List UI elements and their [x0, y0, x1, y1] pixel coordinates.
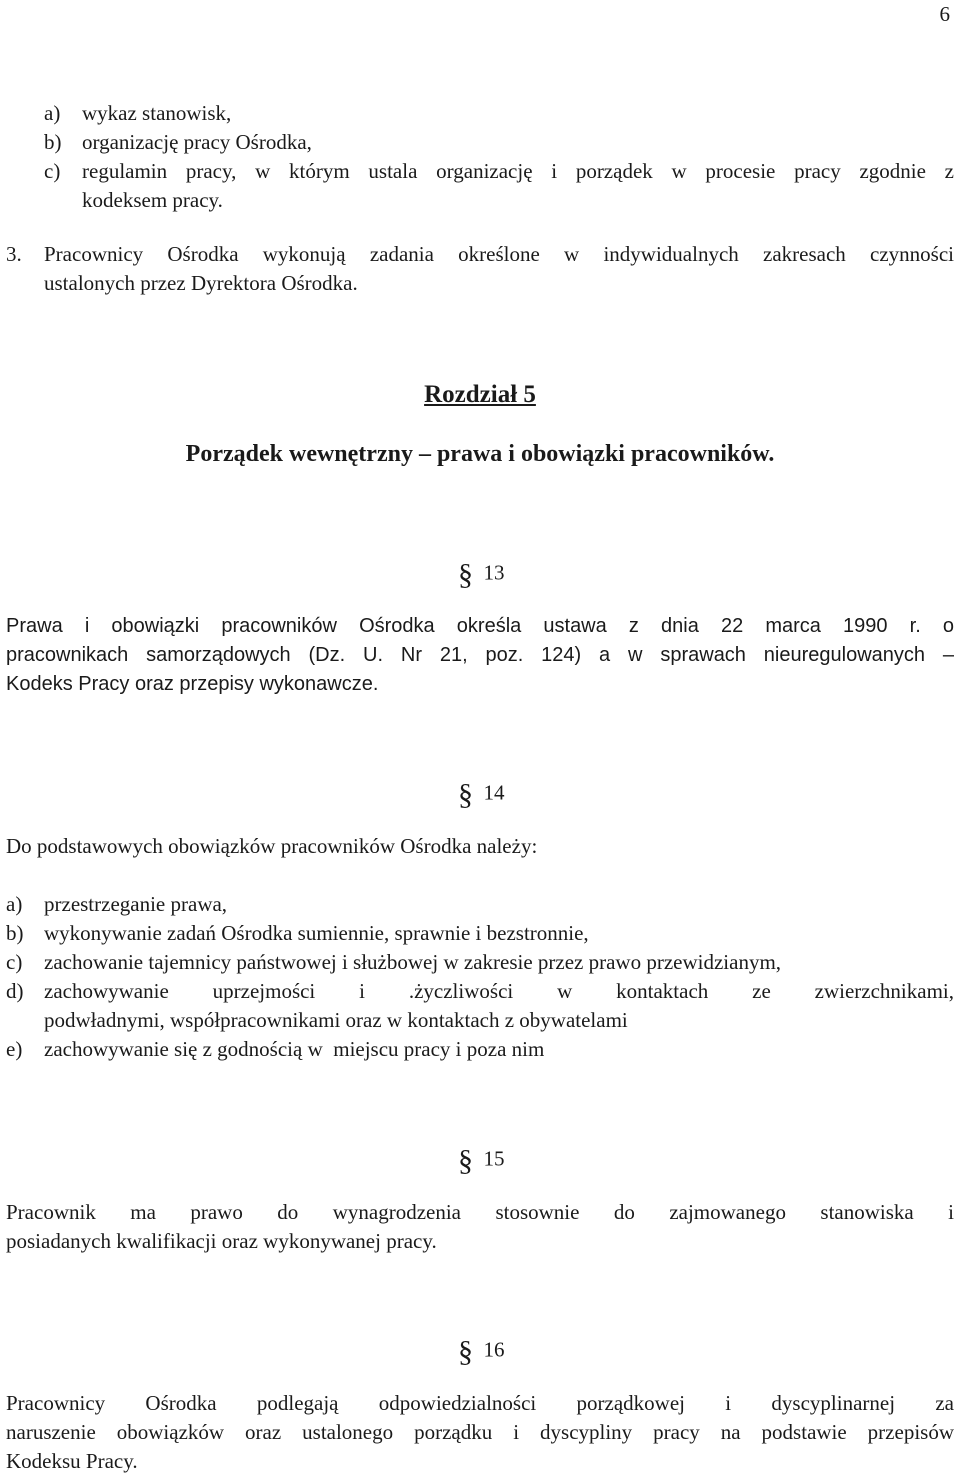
list-item-line: zachowywanie uprzejmości i .życzliwości w kontaktach ze zwierzchnikami,	[44, 979, 954, 1003]
section-number: 16	[483, 1337, 505, 1362]
list-item: zachowywanie się z godnością w miejscu pracy i poza nim	[44, 1037, 545, 1061]
list-marker: a)	[6, 892, 23, 916]
svg-text:§: §	[457, 1335, 473, 1367]
section-number: 15	[483, 1146, 505, 1171]
chapter-heading: Rozdział 5	[424, 381, 536, 408]
point-marker: 3.	[6, 242, 22, 266]
section-16-heading	[0, 1333, 960, 1367]
paragraph-line: pracownikach samorządowych (Dz. U. Nr 21, poz. 124) a w sprawach nieuregulowanych –	[6, 644, 954, 666]
svg-text:§: §	[457, 1144, 473, 1176]
list-marker: d)	[6, 979, 24, 1003]
list-item: przestrzeganie prawa,	[44, 892, 228, 916]
section-sign-icon	[456, 1333, 474, 1367]
list-item: organizację pracy Ośrodka,	[82, 130, 312, 154]
list-item: zachowanie tajemnicy państwowej i służbowej w zakresie przez prawo przewidzianym,	[44, 950, 782, 974]
list-marker: a)	[44, 101, 61, 125]
svg-text:§: §	[457, 558, 473, 590]
section-sign-icon	[456, 1142, 474, 1176]
section-number: 13	[483, 560, 505, 585]
paragraph-intro: Do podstawowych obowiązków pracowników Ośrodka należy:	[6, 834, 538, 858]
paragraph-line: naruszenie obowiązków oraz ustalonego porządku i dyscypliny pracy na podstawie przepisów	[6, 1420, 954, 1444]
svg-text:§: §	[457, 778, 473, 810]
list-item-line: podwładnymi, współpracownikami oraz w kontaktach z obywatelami	[44, 1008, 628, 1032]
list-item: wykaz stanowisk,	[82, 101, 232, 125]
section-13-heading	[0, 556, 960, 590]
page-number: 6	[939, 2, 950, 26]
section-sign-icon	[456, 556, 474, 590]
list-marker: e)	[6, 1037, 23, 1061]
paragraph-line: Kodeksu Pracy.	[6, 1449, 138, 1473]
section-14-heading	[0, 776, 960, 810]
chapter-subtitle: Porządek wewnętrzny – prawa i obowiązki pracowników.	[185, 441, 775, 467]
point-line: ustalonych przez Dyrektora Ośrodka.	[44, 271, 358, 295]
list-marker: b)	[6, 921, 24, 945]
paragraph-line: Pracownicy Ośrodka podlegają odpowiedzialności porządkowej i dyscyplinarnej za	[6, 1391, 954, 1415]
list-item: wykonywanie zadań Ośrodka sumiennie, sprawnie i bezstronnie,	[44, 921, 589, 945]
section-number: 14	[483, 780, 505, 805]
paragraph-line: Prawa i obowiązki pracowników Ośrodka określa ustawa z dnia 22 marca 1990 r. o	[6, 615, 954, 637]
list-marker: c)	[44, 159, 61, 183]
paragraph-line: Kodeks Pracy oraz przepisy wykonawcze.	[6, 673, 379, 695]
point-line: Pracownicy Ośrodka wykonują zadania określone w indywidualnych zakresach czynności	[44, 242, 954, 266]
paragraph-line: Pracownik ma prawo do wynagrodzenia stosownie do zajmowanego stanowiska i	[6, 1200, 954, 1224]
section-15-heading	[0, 1142, 960, 1176]
list-item-line: regulamin pracy, w którym ustala organizację i porządek w procesie pracy zgodnie z	[82, 159, 954, 183]
list-marker: b)	[44, 130, 62, 154]
list-marker: c)	[6, 950, 23, 974]
paragraph-line: posiadanych kwalifikacji oraz wykonywanej pracy.	[6, 1229, 437, 1253]
section-sign-icon	[456, 776, 474, 810]
list-item-line: kodeksem pracy.	[82, 188, 223, 212]
